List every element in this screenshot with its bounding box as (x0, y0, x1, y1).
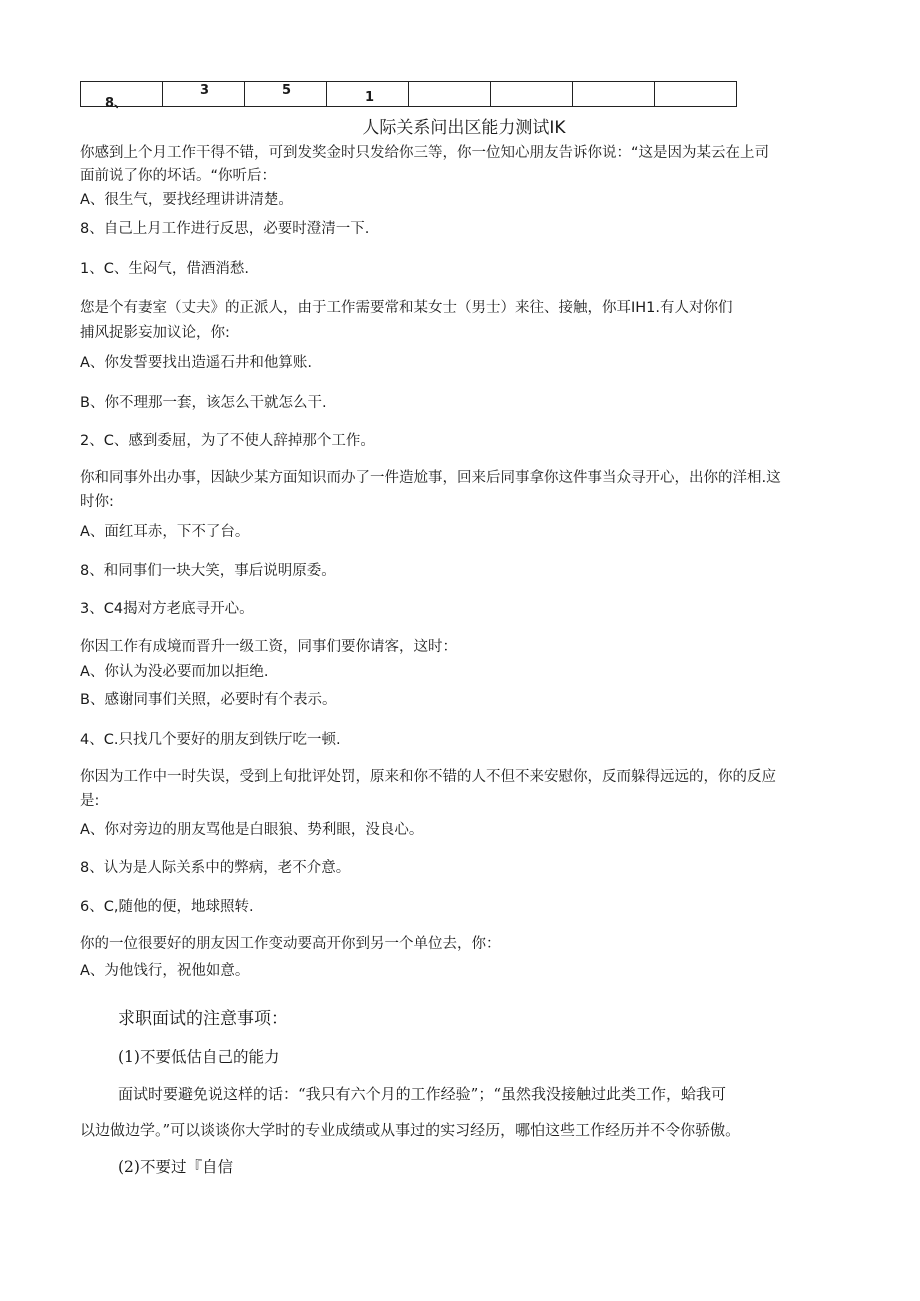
tip-title: (2)不要过『自信 (118, 1158, 233, 1176)
option-line: B、你不理那一套，该怎么干就怎么干. (80, 395, 327, 411)
option-line: A、很生气，要找经理讲讲清楚。 (80, 192, 293, 208)
score-table (80, 81, 737, 111)
option-line: B、感谢同事们关照，必要时有个表示。 (80, 692, 337, 708)
table-cell (655, 82, 737, 107)
question-line: 是: (80, 793, 100, 809)
option-line: A、面红耳赤，下不了台。 (80, 524, 250, 540)
option-line: 6、C,随他的便，地球照转. (80, 899, 254, 915)
table-cell (409, 82, 491, 107)
cell-text: 8、 (105, 96, 128, 111)
option-line: 8、自己上月工作进行反思，必要时澄清一下. (80, 221, 370, 237)
question-line: 面前说了你的坏话。“你听后： (80, 168, 277, 184)
option-line: 1、C、生闷气，借酒消愁. (80, 261, 249, 277)
option-line: 4、C.只找几个要好的朋友到铁厅吃一顿. (80, 732, 341, 748)
cell-text: 1 (365, 90, 375, 105)
question-line: 捕风捉影妄加议论，你: (80, 325, 230, 341)
table-cell (163, 82, 245, 107)
question-line: 时你: (80, 494, 114, 510)
table-cell (491, 82, 573, 107)
option-line: A、为他饯行，祝他如意。 (80, 963, 250, 979)
cell-text: 3 (200, 83, 210, 98)
tip-body: 面试时要避免说这样的话：“我只有六个月的工作经验”；“虽然我没接触过此类工作，蛤我可 (118, 1085, 727, 1103)
option-line: 8、认为是人际关系中的弊病，老不介意。 (80, 860, 351, 876)
table-row (81, 82, 737, 107)
table-cell (81, 82, 163, 111)
option-line: A、你认为没必要而加以拒绝. (80, 664, 269, 680)
question-line: 你和同事外出办事，因缺少某方面知识而办了一件造尬事，回来后同事拿你这件事当众寻开心，出你的洋相.这 (80, 470, 781, 486)
option-line: A、你对旁边的朋友骂他是白眼狼、势利眼，没良心。 (80, 822, 424, 838)
tip-body: 以边做边学。”可以谈谈你大学时的专业成绩或从事过的实习经历，哪怕这些工作经历并不令你骄傲。 (80, 1121, 741, 1139)
option-line: 2、C、感到委屈，为了不使人辞掉那个工作。 (80, 433, 375, 449)
option-line: 8、和同事们一块大笑，事后说明原委。 (80, 563, 336, 579)
table-cell (327, 82, 409, 107)
question-line: 你因工作有成境而晋升一级工资，同事们要你请客，这时： (80, 639, 457, 655)
table-cell (573, 82, 655, 107)
cell-text: 5 (282, 83, 292, 98)
option-line: 3、C4揭对方老底寻开心。 (80, 601, 254, 617)
page-title: 人际关系问出区能力测试IK (362, 118, 566, 138)
question-line: 你因为工作中一时失误，受到上旬批评处罚，原来和你不错的人不但不来安慰你，反而躲得远远的，你的反应 (80, 769, 776, 785)
question-line: 你的一位很要好的朋友因工作变动要高开你到另一个单位去，你： (80, 936, 501, 952)
tip-title: (1)不要低估自己的能力 (118, 1048, 280, 1066)
tips-heading: 求职面试的注意事项： (118, 1009, 288, 1029)
question-line: 你感到上个月工作干得不错，可到发奖金时只发给你三等，你一位知心朋友告诉你说：“这是因为某云在上司 (80, 145, 770, 161)
question-line: 您是个有妻室（丈夫》的正派人，由于工作需要常和某女士（男士）来往、接触，你耳IH1.有人对你们 (80, 300, 733, 316)
table-cell (245, 82, 327, 107)
option-line: A、你发誓要找出造遥石井和他算账. (80, 355, 313, 371)
